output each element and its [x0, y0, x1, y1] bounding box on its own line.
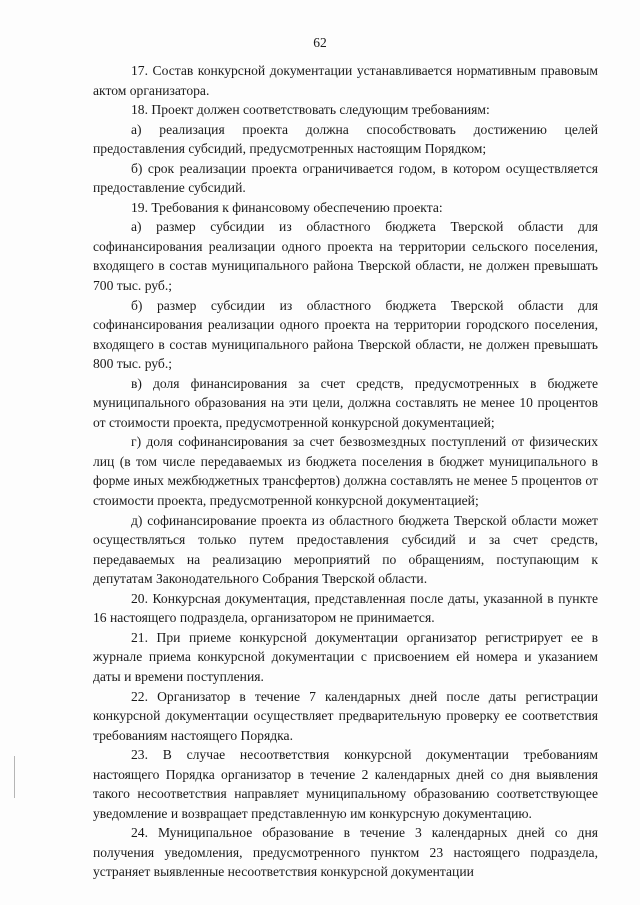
- document-body: [93, 61, 598, 882]
- paragraph-19-v: в) доля финансирования за счет средств, предусмотренных в бюджете муниципального образования на эти цели, должна составлять не менее 10 процентов от стоимости проекта, предусмотренной конкурсной документацией;: [93, 375, 598, 430]
- paragraph-17: 17. Состав конкурсной документации устанавливается нормативным правовым актом организатора.: [93, 63, 598, 98]
- paragraph-18-b: б) срок реализации проекта ограничивается годом, в котором осуществляется предоставление субсидий.: [93, 160, 598, 196]
- paragraph-19-d: д) софинансирование проекта из областного бюджета Тверской области может осуществляться только путем предоставления субсидий и за счет средств, передаваемых на реализацию мероприятий по обращениям, поступающим к депутатам Законодательного Собрания Тверской области.: [93, 512, 598, 587]
- paragraph-22: 22. Организатор в течение 7 календарных дней после даты регистрации конкурсной документации осуществляет предварительную проверку ее соответствия требованиям настоящего Порядка.: [93, 688, 598, 743]
- paragraph-21: 21. При приеме конкурсной документации организатор регистрирует ее в журнале приема конкурсной документации с присвоением ей номера и указанием даты и времени поступления.: [93, 629, 598, 684]
- paragraph-19-a: а) размер субсидии из областного бюджета Тверской области для софинансирования реализации одного проекта на территории сельского поселения, входящего в состав муниципального района Тверской области, не должен превышать 700 тыс. руб.;: [93, 219, 598, 294]
- scan-edge-mark: [14, 756, 15, 798]
- paragraph-24: 24. Муниципальное образование в течение 3 календарных дней со дня получения уведомления, предусмотренного пунктом 23 настоящего подраздела, устраняет выявленные несоответствия конкурсной документации: [93, 825, 598, 880]
- paragraph-19-b: б) размер субсидии из областного бюджета Тверской области для софинансирования реализации одного проекта на территории городского поселения, входящего в состав муниципального района Тверской области, не должен превышать 800 тыс. руб.;: [93, 297, 598, 372]
- page-number: 62: [313, 35, 327, 50]
- paragraph-20: 20. Конкурсная документация, представленная после даты, указанной в пункте 16 настоящего подраздела, организатором не принимается.: [93, 590, 598, 626]
- paragraph-18-a: а) реализация проекта должна способствовать достижению целей предоставления субсидий, предусмотренных настоящим Порядком;: [93, 121, 598, 157]
- paragraph-19: 19. Требования к финансовому обеспечению проекта:: [131, 199, 443, 215]
- paragraph-19-g: г) доля софинансирования за счет безвозмездных поступлений от физических лиц (в том числе передаваемых из бюджета поселения в бюджет муниципального в форме иных межбюджетных трансфертов) должна составлять не менее 5 процентов от стоимости проекта, предусмотренной конкурсной документацией;: [93, 434, 598, 509]
- paragraph-18: 18. Проект должен соответствовать следующим требованиям:: [131, 102, 490, 118]
- paragraph-23: 23. В случае несоответствия конкурсной документации требованиям настоящего Порядка организатор в течение 2 календарных дней со дня выявления такого несоответствия направляет муниципальному образованию соответствующее уведомление и возвращает представленную им конкурсную документацию.: [93, 747, 598, 821]
